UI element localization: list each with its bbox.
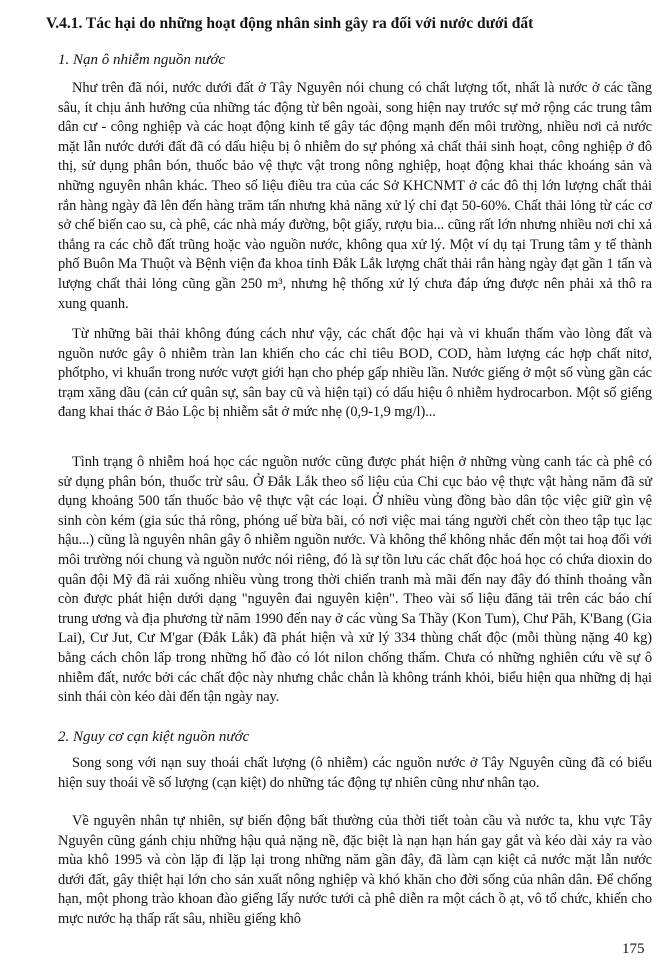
subsection-title-depletion: 2. Nguy cơ cạn kiệt nguồn nước — [58, 729, 250, 745]
paragraph-depletion-intro: Song song với nạn suy thoái chất lượng (ô nhiễm) các nguồn nước ở Tây Nguyên cũng đã có biểu hiện suy thoái về số lượng (cạn kiệt) do những tác động tự nhiên cũng như nhân tạo. — [58, 755, 652, 791]
paragraph-chemical-pollution: Tình trạng ô nhiễm hoá học các nguồn nước cũng được phát hiện ở những vùng canh tác cà phê có sử dụng phân bón, thuốc trừ sâu. Ở Đắk Lắk theo số liệu của Chi cục bảo vệ thực vật hàng năm đã sử dụng khoảng 500 tấn thuốc bảo vệ thực vật các loại. Ở nhiều vùng đồng bào dân tộc việc giữ gìn vệ sinh còn kém (gia súc thả rông, phóng uế bừa bãi, có nơi việc mai táng người chết còn theo tập tục lạc hậu...) cũng là nguyên nhân gây ô nhiễm nguồn nước. Và không thể không nhắc đến một tai hoạ đối với môi trường nói chung và nguồn nước nói riêng, đó là sự tồn lưu các chất độc hoá học có chứa dioxin do quân đội Mỹ đã rải xuống nhiều vùng trong thời chiến tranh mà mãi đến nay đây đó thỉnh thoảng vẫn còn được phát hiện dưới dạng "nguyên đai nguyên kiện". Theo vài số liệu đăng tải trên các báo chí trung ương và địa phương từ năm 1990 đến nay ở các vùng Sa Thầy (Kon Tum), Chư Păh, K'Bang (Gia Lai), Cư Jut, Cư M'gar (Đắk Lắk) đã phát hiện và xử lý 334 thùng chất độc (mỗi thùng nặng 40 kg) bằng cách chôn lấp trong những hố đào có lót nilon chống thấm. Chưa có những nghiên cứu về sự ô nhiễm đất, nước bởi các chất độc này nhưng chắc chắn là không tránh khỏi, biểu hiện qua những dị hại sinh thái còn kéo dài đến tận ngày nay. — [58, 454, 652, 706]
paragraph-natural-causes: Về nguyên nhân tự nhiên, sự biến động bất thường của thời tiết toàn cầu và nước ta, khu vực Tây Nguyên cũng gánh chịu những hậu quả nặng nề, đặc biệt là nạn hạn hán gay gắt và kéo dài xảy ra vào mùa khô 1995 và còn lặp đi lặp lại trong những năm gần đây, đã làm cạn kiệt cả nước mặt lẫn nước dưới đất, gây thiệt hại lớn cho sản xuất nông nghiệp và khó khăn cho đời sống của nhân dân. Để chống hạn, một phong trào khoan đào giếng lấy nước tưới cà phê diễn ra một cách ồ ạt, vô tổ chức, khiến cho mực nước hạ thấp rất sâu, nhiều giếng khô — [58, 813, 652, 927]
section-heading: V.4.1. Tác hại do những hoạt động nhân sinh gây ra đối với nước dưới đất — [46, 15, 534, 32]
subsection-title-pollution: 1. Nạn ô nhiễm nguồn nước — [58, 52, 226, 68]
page-number: 175 — [622, 941, 645, 957]
paragraph-contamination-effects: Từ những bãi thải không đúng cách như vậy, các chất độc hại và vi khuẩn thấm vào lòng đất và nguồn nước gây ô nhiễm tràn lan khiến cho các chỉ tiêu BOD, COD, hàm lượng các hợp chất nitơ, phốtpho, vi khuẩn trong nước vượt giới hạn cho phép gấp nhiều lần. Nước giếng ở một số vùng gần các trạm xăng dầu (cản cứ quân sự, sân bay cũ và hiện tại) có dấu hiệu ô nhiễm hydrocarbon. Một số giếng đang khai thác ở Bảo Lộc bị nhiễm sắt ở mức nhẹ (0,9-1,9 mg/l)... — [58, 326, 652, 421]
paragraph-pollution-overview: Như trên đã nói, nước dưới đất ở Tây Nguyên nói chung có chất lượng tốt, nhất là nước ở các tầng sâu, ít chịu ảnh hưởng của những tác động từ bên ngoài, song hiện nay trước sự mở rộng các trung tâm dân cư - công nghiệp và các hoạt động kinh tế gây tác động mạnh đến môi trường, nhiều nơi cả nước mặt lẫn nước dưới đất đã có dấu hiệu bị ô nhiễm do sự phóng xả chất thải sinh hoạt, công nghiệp ở đô thị, sử dụng phân bón, thuốc bảo vệ thực vật trong nông nghiệp, hoạt động khai thác khoáng sản và những nguyên nhân khác. Theo số liệu điều tra của các Sở KHCNMT ở các đô thị lớn lượng chất thải rắn hàng ngày đã lên đến hàng trăm tấn nhưng khả năng xử lý chỉ đạt 50-60%. Chất thải lỏng từ các cơ sở chế biến cao su, cà phê, các nhà máy đường, bột giấy, rượu bia... cũng rất lớn nhưng nhiều nơi chỉ xả thẳng ra các chỗ đất trũng hoặc vào nguồn nước, không qua xử lý. Một ví dụ tại Trung tâm y tế thành phố Buôn Ma Thuột và Bệnh viện đa khoa tỉnh Đắk Lắk lượng chất thải rắn hàng ngày đạt gần 1 tấn và lượng chất thải lỏng cũng gần 250 m³, nhưng hệ thống xử lý chưa đáp ứng được nên phải xả thô ra xung quanh. — [58, 80, 652, 312]
